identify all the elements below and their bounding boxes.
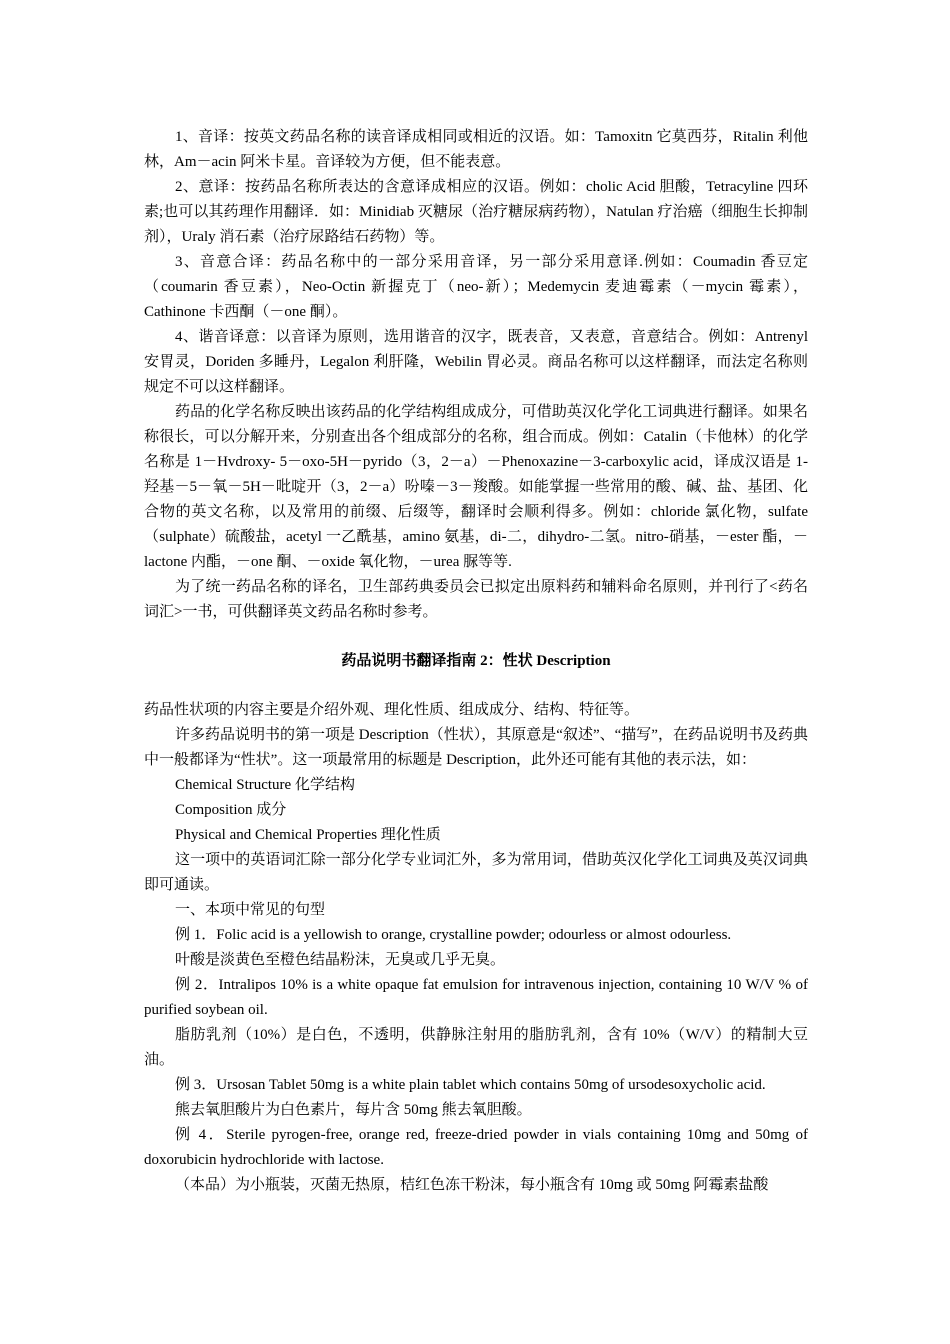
alt-title-item: Physical and Chemical Properties 理化性质 bbox=[175, 827, 441, 843]
paragraph-combined-translation: 3、音意合译：药品名称中的一部分采用音译，另一部分采用意译.例如：Coumadin 香豆定（coumarin 香豆素），Neo-Octin 新握克丁（neo-新）；Medemycin 麦迪霉素（－mycin 霉素），Cathinone 卡西酮（－one 酮）。 bbox=[144, 254, 808, 320]
paragraph-transliteration: 1、音译：按英文药品名称的读音译成相同或相近的汉语。如：Tamoxitn 它莫西芬，Ritalin 利他林，Am－acin 阿米卡星。音译较为方便，但不能表意。 bbox=[144, 129, 808, 170]
paragraph-chemical-names: 药品的化学名称反映出该药品的化学结构组成成分，可借助英汉化学化工词典进行翻译。如果名称很长，可以分解开来，分别查出各个组成部分的名称，组合而成。例如：Catalin（卡他林）的化学名称是 1－Hvdroxy- 5－oxo-5H－pyrido（3，2－a）－Phenoxazine－3-carboxylic acid，译成汉语是 1-羟基－5－氧－5H－吡啶开（3，2－a）吩嗪－3－羧酸。如能掌握一些常用的酸、碱、盐、基团、化合物的英文名称，以及常用的前缀、后缀等，翻译时会顺利得多。例如：chloride 氯化物，sulfate（sulphate）硫酸盐，acetyl 一乙酰基，amino 氨基，di-二，dihydro-二氢。nitro-硝基，－ester 酯，－lactone 内酯，－one 酮、－oxide 氧化物，－urea 脲等等. bbox=[144, 404, 808, 570]
alt-title-item: Chemical Structure 化学结构 bbox=[175, 777, 355, 793]
example-english: 例 4．Sterile pyrogen-free, orange red, freeze-dried powder in vials containing 10mg and 50mg of doxorubicin hydrochloride with lactose. bbox=[144, 1127, 808, 1168]
paragraph-homophonic-translation: 4、谐音译意：以音译为原则，选用谐音的汉字，既表音，又表意，音意结合。例如：Antrenyl 安胃灵，Doriden 多睡丹，Legalon 利肝隆，Webilin 胃必灵。商品名称可以这样翻译，而法定名称则规定不可以这样翻译。 bbox=[144, 329, 808, 395]
example-english: 例 2．Intralipos 10% is a white opaque fat emulsion for intravenous injection, containing 10 W/V % of purified soybean oil. bbox=[144, 977, 808, 1018]
subheading-sentence-patterns: 一、本项中常见的句型 bbox=[175, 902, 326, 918]
example-chinese: 叶酸是淡黄色至橙色结晶粉沫，无臭或几乎无臭。 bbox=[175, 952, 506, 968]
paragraph-description-overview: 许多药品说明书的第一项是 Description（性状），其原意是“叙述”、“描写”，在药品说明书及药典中一般都译为“性状”。这一项最常用的标题是 Description，此外还可能有其他的表示法，如： bbox=[144, 727, 808, 768]
alt-title-item: Composition 成分 bbox=[175, 802, 287, 818]
paragraph-vocab-note: 这一项中的英语词汇除一部分化学专业词汇外，多为常用词，借助英汉化学化工词典及英汉词典即可通读。 bbox=[144, 852, 808, 893]
section-title: 药品说明书翻译指南 2：性状 Description bbox=[341, 653, 611, 669]
paragraph-description-intro: 药品性状项的内容主要是介绍外观、理化性质、组成成分、结构、特征等。 bbox=[144, 702, 640, 718]
example-chinese: 熊去氧胆酸片为白色素片，每片含 50mg 熊去氧胆酸。 bbox=[175, 1102, 532, 1118]
example-chinese: （本品）为小瓶装，灭菌无热原，桔红色冻干粉沫，每小瓶含有 10mg 或 50mg 阿霉素盐酸 bbox=[175, 1177, 769, 1193]
example-english: 例 1．Folic acid is a yellowish to orange, crystalline powder; odourless or almost odourless. bbox=[175, 927, 732, 943]
paragraph-free-translation: 2、意译：按药品名称所表达的含意译成相应的汉语。例如：cholic Acid 胆酸，Tetracyline 四环素;也可以其药理作用翻译．如：Minidiab 灭糖尿（治疗糖尿病药物），Natulan 疗治癌（细胞生长抑制剂），Uraly 消石素（治疗尿路结石药物）等。 bbox=[144, 179, 808, 245]
paragraph-naming-reference: 为了统一药品名称的译名，卫生部药典委员会已拟定出原料药和辅料命名原则，并刊行了<药名词汇>一书，可供翻译英文药品名称时参考。 bbox=[144, 579, 808, 620]
document-page bbox=[144, 125, 808, 1198]
example-english: 例 3．Ursosan Tablet 50mg is a white plain tablet which contains 50mg of ursodesoxycholic acid. bbox=[175, 1077, 766, 1093]
example-chinese: 脂肪乳剂（10%）是白色，不透明，供静脉注射用的脂肪乳剂，含有 10%（W/V）的精制大豆油。 bbox=[144, 1027, 808, 1068]
